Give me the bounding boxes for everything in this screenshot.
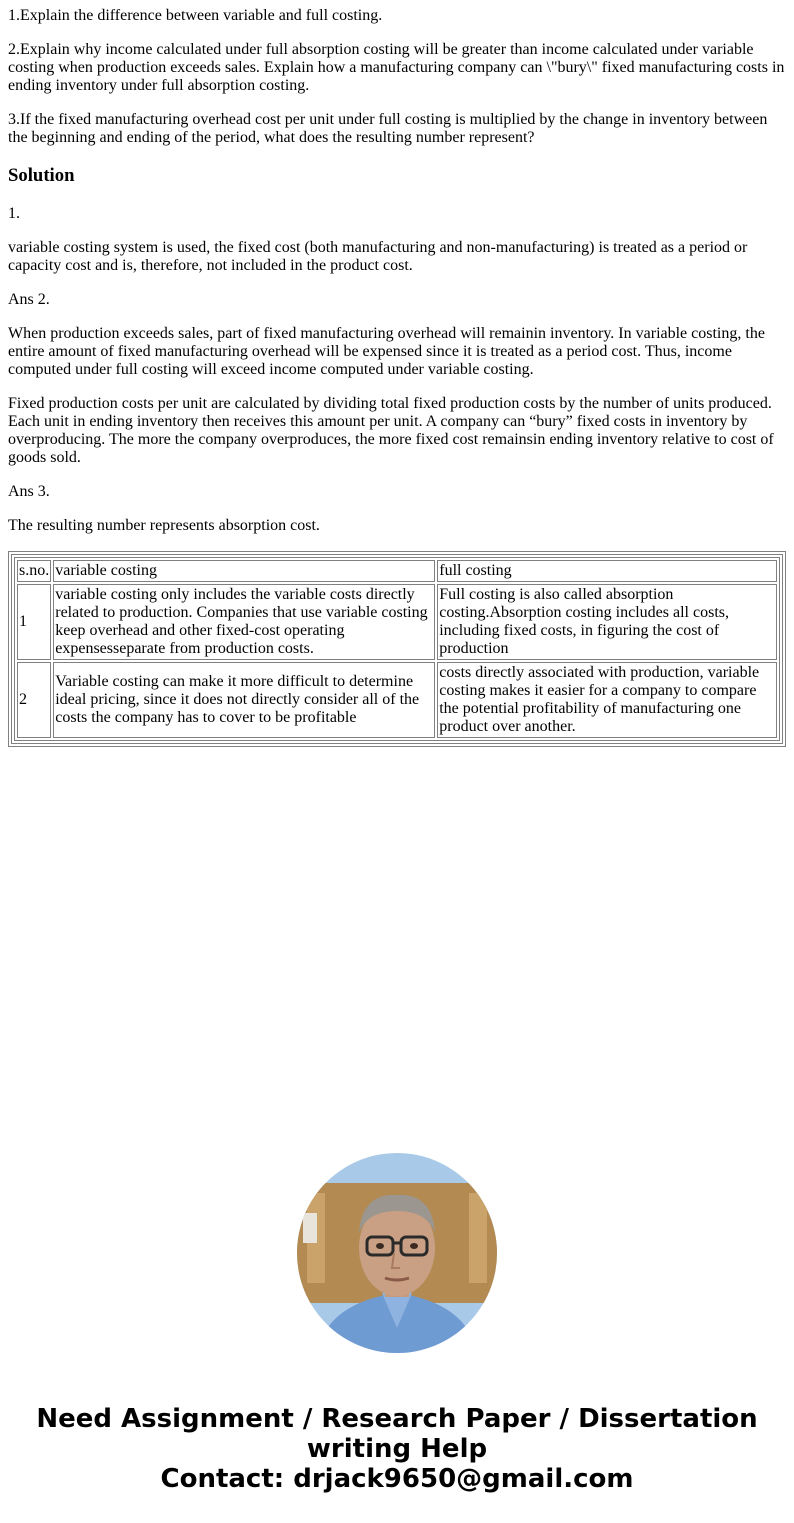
- comparison-table-frame: [8, 551, 786, 747]
- answer-2-label: Ans 2.: [8, 291, 50, 308]
- table-row: [17, 662, 777, 738]
- answer-1-label: 1.: [8, 205, 20, 222]
- table-cell-full: costs directly associated with production, variable costing makes it easier for a company to compare the potential profitability of manufacturing one product over another.: [437, 662, 777, 738]
- answer-2-paragraph-2: Fixed production costs per unit are calculated by dividing total fixed production costs by the number of units produced. Each unit in ending inventory then receives this amount per unit. A company can “bury” fixed costs in inventory by overproducing. The more the company overproduces, the more fixed cost remainsin ending inventory relative to cost of goods sold.: [8, 395, 774, 466]
- answer-1-text: variable costing system is used, the fixed cost (both manufacturing and non-manufacturing) is treated as a period or capacity cost and is, therefore, not included in the product cost.: [8, 239, 748, 274]
- portrait-image: [297, 1153, 497, 1353]
- table-header-cell: variable costing: [53, 560, 435, 582]
- question-3: 3.If the fixed manufacturing overhead cost per unit under full costing is multiplied by the change in inventory between the beginning and ending of the period, what does the resulting number represent?: [8, 111, 768, 146]
- footer-contact: Contact: drjack9650@gmail.com: [160, 1464, 634, 1494]
- table-cell-sno: 2: [17, 662, 51, 738]
- solution-heading: Solution: [8, 165, 75, 186]
- avatar: [297, 1153, 497, 1353]
- table-row: [17, 584, 777, 660]
- question-1: 1.Explain the difference between variable and full costing.: [8, 7, 383, 24]
- footer-line-1: Need Assignment / Research Paper / Dissertation: [36, 1404, 758, 1434]
- table-cell-sno: 1: [17, 584, 51, 660]
- document-body: [8, 0, 786, 747]
- question-2: 2.Explain why income calculated under full absorption costing will be greater than income calculated under variable costing when production exceeds sales. Explain how a manufacturing company can \"bury\" fixed manufacturing costs in ending inventory under full absorption costing.: [8, 41, 785, 94]
- table-cell-full: Full costing is also called absorption costing.Absorption costing includes all costs, including fixed costs, in figuring the cost of production: [437, 584, 777, 660]
- answer-3-label: Ans 3.: [8, 483, 50, 500]
- table-header-cell: full costing: [437, 560, 777, 582]
- table-cell-variable: variable costing only includes the variable costs directly related to production. Companies that use variable costing keep overhead and other fixed-cost operating expensesseparate from production costs.: [53, 584, 435, 660]
- comparison-table: [14, 557, 780, 741]
- table-header-cell: s.no.: [17, 560, 51, 582]
- promo-footer: [0, 1404, 794, 1494]
- table-header-row: [17, 560, 777, 582]
- table-cell-variable: Variable costing can make it more difficult to determine ideal pricing, since it does not directly consider all of the costs the company has to cover to be profitable: [53, 662, 435, 738]
- footer-line-2: writing Help: [306, 1434, 488, 1464]
- answer-3-text: The resulting number represents absorption cost.: [8, 517, 320, 534]
- answer-2-paragraph-1: When production exceeds sales, part of fixed manufacturing overhead will remainin inventory. In variable costing, the entire amount of fixed manufacturing overhead will be expensed since it is treated as a period cost. Thus, income computed under full costing will exceed income computed under variable costing.: [8, 325, 765, 378]
